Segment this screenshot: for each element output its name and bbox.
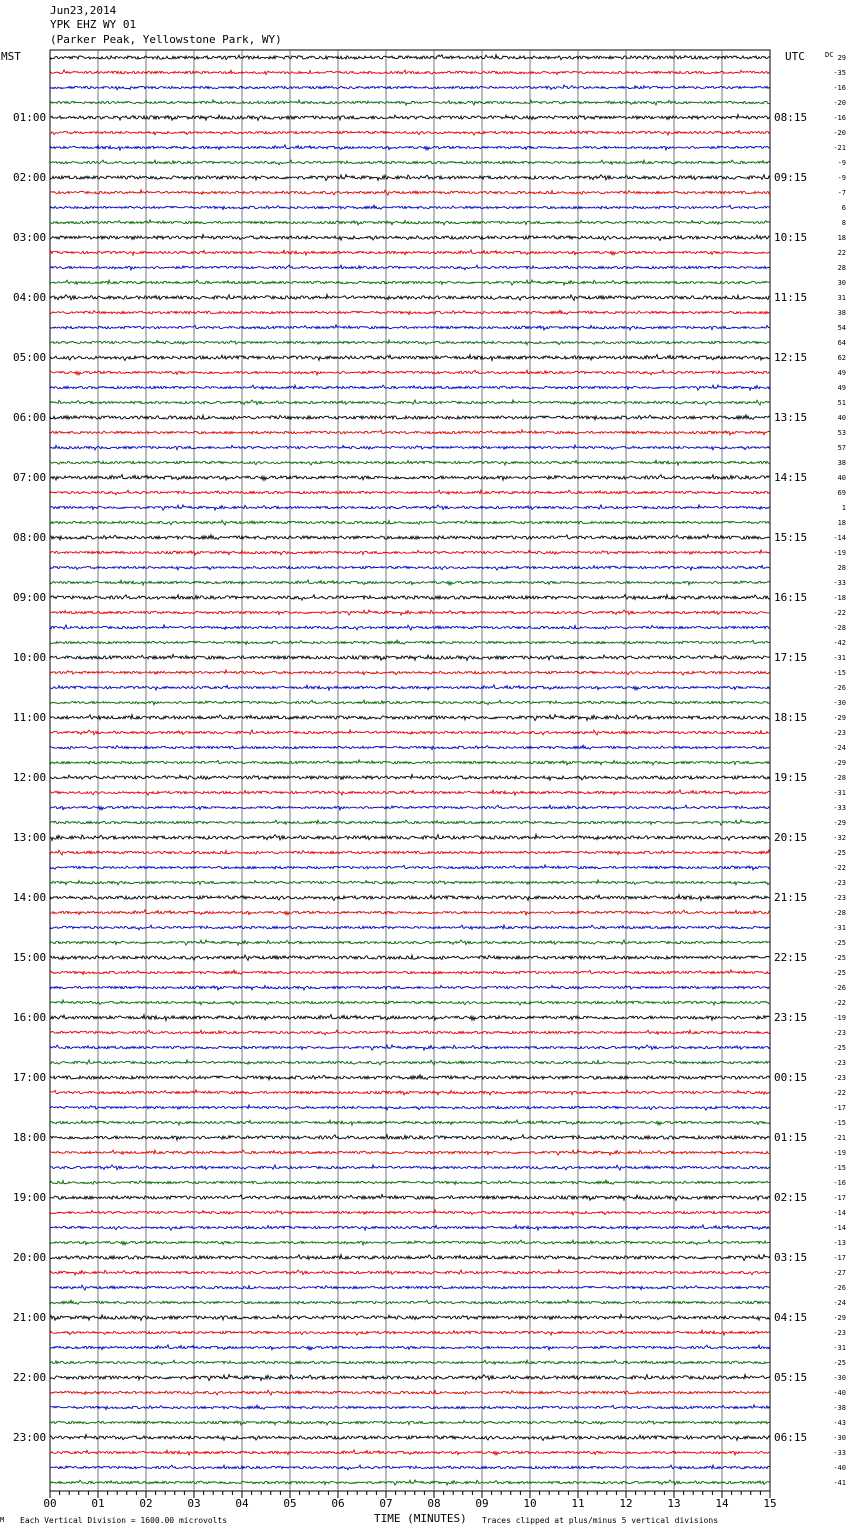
dc-offset-label: -19: [833, 1148, 846, 1157]
seismic-trace: [50, 760, 770, 765]
utc-hour-label: 02:15: [774, 1190, 808, 1204]
x-tick-label: 03: [187, 1497, 201, 1510]
utc-hour-label: 21:15: [774, 890, 808, 904]
dc-offset-label: -42: [833, 638, 846, 647]
seismic-trace: [50, 1375, 770, 1381]
dc-offset-label: -19: [833, 548, 846, 557]
seismic-trace: [50, 610, 770, 615]
dc-offset-label: -25: [833, 953, 846, 962]
dc-offset-label: -16: [833, 1178, 846, 1187]
seismic-trace: [50, 205, 770, 209]
dc-offset-label: 31: [837, 293, 846, 302]
dc-column-label: DC: [825, 51, 834, 59]
seismic-trace: [50, 370, 770, 375]
dc-offset-label: -28: [833, 908, 846, 917]
mst-hour-label: 02:00: [13, 170, 47, 184]
dc-offset-label: -31: [833, 923, 846, 932]
mst-hour-label: 20:00: [13, 1250, 47, 1264]
dc-offset-label: -22: [833, 998, 846, 1007]
dc-offset-label: -25: [833, 1043, 846, 1052]
seismic-trace: [50, 385, 770, 390]
seismic-trace: [50, 100, 770, 105]
utc-axis-label: UTC: [785, 50, 805, 63]
dc-offset-label: -30: [833, 1373, 846, 1382]
dc-offset-label: 22: [837, 248, 846, 257]
dc-offset-label: -24: [833, 1298, 846, 1307]
corner-mark: M: [0, 1516, 5, 1524]
scale-note: Each Vertical Division = 1600.00 microvolts: [20, 1516, 228, 1525]
seismic-trace: [50, 1120, 770, 1125]
dc-offset-label: -33: [833, 578, 846, 587]
x-tick-label: 08: [427, 1497, 441, 1510]
seismic-trace: [50, 340, 770, 345]
utc-hour-label: 08:15: [774, 110, 808, 124]
seismic-trace: [50, 865, 770, 870]
seismic-trace: [50, 430, 770, 435]
dc-offset-label: -9: [837, 173, 846, 182]
seismic-trace: [50, 1420, 770, 1425]
seismic-trace: [50, 1045, 770, 1050]
dc-offset-label: 38: [837, 308, 846, 317]
seismic-trace: [50, 1435, 770, 1441]
seismic-trace: [50, 130, 770, 135]
mst-hour-label: 08:00: [13, 530, 47, 544]
seismic-trace: [50, 280, 770, 285]
dc-offset-label: -17: [833, 1103, 846, 1112]
seismic-trace: [50, 670, 770, 675]
seismic-trace: [50, 880, 770, 885]
seismic-trace: [50, 250, 770, 255]
mst-hour-label: 19:00: [13, 1190, 47, 1204]
x-tick-label: 12: [619, 1497, 633, 1510]
utc-hour-label: 03:15: [774, 1250, 808, 1264]
dc-offset-label: -32: [833, 833, 846, 842]
x-tick-label: 05: [283, 1497, 297, 1510]
dc-offset-label: -20: [833, 128, 846, 137]
dc-offset-label: -15: [833, 668, 846, 677]
mst-hour-label: 21:00: [13, 1310, 47, 1324]
utc-hour-label: 15:15: [774, 530, 808, 544]
x-tick-label: 06: [331, 1497, 345, 1510]
seismic-trace: [50, 325, 770, 330]
seismic-trace: [50, 1105, 770, 1110]
seismic-trace: [50, 1165, 770, 1170]
seismic-trace: [50, 1135, 770, 1140]
utc-hour-label: 05:15: [774, 1370, 808, 1384]
seismic-trace: [50, 745, 770, 749]
dc-offset-label: -23: [833, 1073, 846, 1082]
seismic-trace: [50, 1225, 770, 1230]
dc-offset-label: 1: [841, 503, 846, 512]
seismic-trace: [50, 625, 770, 630]
mst-hour-label: 12:00: [13, 770, 47, 784]
seismic-trace: [50, 1405, 770, 1410]
seismic-trace: [50, 265, 770, 270]
dc-offset-label: 18: [837, 518, 846, 527]
dc-offset-label: -16: [833, 113, 846, 122]
x-tick-label: 14: [715, 1497, 729, 1510]
mst-hour-label: 11:00: [13, 710, 47, 724]
dc-offset-label: -27: [833, 1268, 846, 1277]
x-tick-label: 10: [523, 1497, 537, 1510]
utc-hour-label: 22:15: [774, 950, 808, 964]
seismic-trace: [50, 655, 770, 661]
mst-hour-label: 13:00: [13, 830, 47, 844]
dc-offset-label: -23: [833, 893, 846, 902]
dc-offset-label: -29: [833, 1313, 846, 1322]
seismic-trace: [50, 1240, 770, 1245]
utc-hour-label: 20:15: [774, 830, 808, 844]
dc-offset-label: 18: [837, 233, 846, 242]
dc-offset-label: -20: [833, 98, 846, 107]
utc-hour-label: 01:15: [774, 1130, 808, 1144]
seismic-trace: [50, 895, 770, 901]
dc-offset-label: -23: [833, 1058, 846, 1067]
dc-offset-label: -15: [833, 1118, 846, 1127]
dc-offset-label: -35: [833, 68, 846, 77]
dc-offset-label: -26: [833, 983, 846, 992]
seismic-trace: [50, 415, 770, 420]
x-tick-label: 11: [571, 1497, 585, 1510]
dc-offset-label: -33: [833, 1448, 846, 1457]
x-tick-label: 04: [235, 1497, 249, 1510]
dc-offset-label: -31: [833, 788, 846, 797]
mst-hour-label: 04:00: [13, 290, 47, 304]
dc-offset-label: -40: [833, 1388, 846, 1397]
seismic-trace: [50, 1210, 770, 1215]
dc-offset-label: -14: [833, 1208, 846, 1217]
utc-hour-label: 14:15: [774, 470, 808, 484]
seismic-trace: [50, 1090, 770, 1095]
x-tick-label: 01: [91, 1497, 105, 1510]
mst-axis-label: MST: [1, 50, 21, 63]
mst-hour-label: 18:00: [13, 1130, 47, 1144]
dc-offset-label: -16: [833, 83, 846, 92]
seismic-trace: [50, 1000, 770, 1005]
dc-offset-label: 40: [837, 413, 846, 422]
seismic-trace: [50, 460, 770, 465]
dc-offset-label: -30: [833, 698, 846, 707]
dc-offset-label: -38: [833, 1403, 846, 1412]
dc-offset-label: -25: [833, 938, 846, 947]
seismic-trace: [50, 55, 770, 60]
mst-hour-label: 01:00: [13, 110, 47, 124]
utc-hour-label: 18:15: [774, 710, 808, 724]
utc-hour-label: 23:15: [774, 1010, 808, 1024]
dc-offset-label: -23: [833, 878, 846, 887]
seismic-trace: [50, 505, 770, 510]
dc-offset-label: -18: [833, 593, 846, 602]
dc-offset-label: -29: [833, 758, 846, 767]
seismic-trace: [50, 1465, 770, 1470]
seismic-trace: [50, 85, 770, 90]
seismic-trace: [50, 790, 770, 795]
seismic-trace: [50, 550, 770, 555]
dc-offset-label: -30: [833, 1433, 846, 1442]
dc-offset-label: -29: [833, 818, 846, 827]
dc-offset-label: -29: [833, 713, 846, 722]
mst-hour-label: 03:00: [13, 230, 47, 244]
seismic-trace: [50, 310, 770, 314]
seismic-trace: [50, 1180, 770, 1184]
utc-hour-label: 12:15: [774, 350, 808, 364]
dc-offset-label: -33: [833, 803, 846, 812]
seismic-trace: [50, 910, 770, 915]
dc-offset-label: 28: [837, 263, 846, 272]
seismic-trace: [50, 445, 770, 450]
seismic-trace: [50, 145, 770, 150]
dc-offset-label: 38: [837, 458, 846, 467]
utc-hour-label: 00:15: [774, 1070, 808, 1084]
utc-hour-label: 19:15: [774, 770, 808, 784]
x-tick-label: 15: [763, 1497, 777, 1510]
seismic-trace: [50, 955, 770, 961]
seismic-trace: [50, 490, 770, 495]
dc-offset-label: -15: [833, 1163, 846, 1172]
mst-hour-label: 10:00: [13, 650, 47, 664]
seismic-trace: [50, 190, 770, 195]
dc-offset-label: 53: [837, 428, 846, 437]
dc-offset-label: 28: [837, 563, 846, 572]
seismic-trace: [50, 715, 770, 721]
seismic-trace: [50, 1480, 770, 1485]
seismic-trace: [50, 640, 770, 644]
dc-offset-label: -25: [833, 1358, 846, 1367]
dc-offset-label: 30: [837, 278, 846, 287]
seismic-trace: [50, 1330, 770, 1335]
utc-hour-label: 11:15: [774, 290, 808, 304]
seismic-trace: [50, 355, 770, 361]
dc-offset-label: -28: [833, 623, 846, 632]
seismic-trace: [50, 985, 770, 990]
utc-hour-label: 17:15: [774, 650, 808, 664]
utc-hour-label: 10:15: [774, 230, 808, 244]
seismic-trace: [50, 685, 770, 690]
dc-offset-label: -21: [833, 143, 846, 152]
dc-offset-label: 57: [837, 443, 846, 452]
dc-offset-label: -13: [833, 1238, 846, 1247]
seismic-trace: [50, 970, 770, 975]
dc-offset-label: 62: [837, 353, 846, 362]
seismic-trace: [50, 295, 770, 301]
dc-offset-label: -14: [833, 533, 846, 542]
dc-offset-label: 49: [837, 383, 846, 392]
seismic-trace: [50, 1300, 770, 1304]
seismic-trace: [50, 820, 770, 825]
plot-date: Jun23,2014: [50, 4, 117, 17]
seismic-trace: [50, 700, 770, 705]
seismic-trace: [50, 1060, 770, 1065]
seismic-trace: [50, 1270, 770, 1275]
mst-hour-label: 22:00: [13, 1370, 47, 1384]
seismic-trace: [50, 1285, 770, 1290]
seismic-trace: [50, 580, 770, 585]
mst-hour-label: 17:00: [13, 1070, 47, 1084]
utc-hour-label: 13:15: [774, 410, 808, 424]
seismic-trace: [50, 160, 770, 165]
dc-offset-label: -43: [833, 1418, 846, 1427]
seismic-trace: [50, 1150, 770, 1155]
x-tick-label: 13: [667, 1497, 681, 1510]
seismic-trace: [50, 805, 770, 810]
dc-offset-label: -14: [833, 1223, 846, 1232]
dc-offset-label: -22: [833, 1088, 846, 1097]
dc-offset-label: -23: [833, 728, 846, 737]
seismic-trace: [50, 940, 770, 945]
dc-offset-label: 6: [841, 203, 846, 212]
dc-offset-label: -24: [833, 743, 846, 752]
seismic-trace: [50, 1345, 770, 1350]
dc-offset-label: -17: [833, 1253, 846, 1262]
mst-hour-label: 16:00: [13, 1010, 47, 1024]
seismic-trace: [50, 1450, 770, 1455]
dc-offset-label: -41: [833, 1478, 846, 1487]
seismic-trace: [50, 850, 770, 855]
dc-offset-label: 8: [841, 218, 846, 227]
utc-hour-label: 16:15: [774, 590, 808, 604]
dc-offset-label: -22: [833, 863, 846, 872]
dc-offset-label: -23: [833, 1328, 846, 1337]
mst-hour-label: 07:00: [13, 470, 47, 484]
seismic-trace: [50, 1075, 770, 1080]
seismic-trace: [50, 1195, 770, 1201]
dc-offset-label: 64: [837, 338, 846, 347]
dc-offset-label: 51: [837, 398, 846, 407]
mst-hour-label: 05:00: [13, 350, 47, 364]
mst-hour-label: 14:00: [13, 890, 47, 904]
seismic-trace: [50, 1030, 770, 1035]
seismic-trace: [50, 175, 770, 181]
dc-offset-label: -7: [837, 188, 846, 197]
station-location: (Parker Peak, Yellowstone Park, WY): [50, 33, 282, 46]
seismic-trace: [50, 775, 770, 781]
dc-offset-label: -28: [833, 773, 846, 782]
x-tick-label: 00: [43, 1497, 57, 1510]
dc-offset-label: -9: [837, 158, 846, 167]
seismic-trace: [50, 835, 770, 841]
utc-hour-label: 04:15: [774, 1310, 808, 1324]
seismic-trace: [50, 400, 770, 405]
mst-hour-label: 06:00: [13, 410, 47, 424]
mst-hour-label: 23:00: [13, 1430, 47, 1444]
dc-offset-label: 69: [837, 488, 846, 497]
dc-offset-label: -31: [833, 653, 846, 662]
dc-offset-label: 49: [837, 368, 846, 377]
seismic-trace: [50, 730, 770, 735]
x-tick-label: 09: [475, 1497, 489, 1510]
x-axis-title: TIME (MINUTES): [374, 1512, 467, 1525]
utc-hour-label: 06:15: [774, 1430, 808, 1444]
seismic-trace: [50, 115, 770, 121]
seismic-trace: [50, 1315, 770, 1321]
station-name: YPK EHZ WY 01: [50, 18, 137, 31]
dc-offset-label: -26: [833, 1283, 846, 1292]
seismic-trace: [50, 475, 770, 481]
dc-offset-label: -31: [833, 1343, 846, 1352]
seismic-trace: [50, 565, 770, 570]
seismic-trace: [50, 1015, 770, 1021]
dc-offset-label: -21: [833, 1133, 846, 1142]
seismic-trace: [50, 925, 770, 930]
seismic-trace: [50, 535, 770, 540]
dc-offset-label: -23: [833, 1028, 846, 1037]
dc-offset-label: -26: [833, 683, 846, 692]
seismic-trace: [50, 1360, 770, 1365]
seismic-trace: [50, 1390, 770, 1395]
dc-offset-label: -19: [833, 1013, 846, 1022]
dc-offset-label: -25: [833, 848, 846, 857]
seismic-trace: [50, 220, 770, 225]
utc-hour-label: 09:15: [774, 170, 808, 184]
x-tick-label: 07: [379, 1497, 393, 1510]
dc-offset-label: 29: [837, 53, 846, 62]
seismic-trace: [50, 235, 770, 241]
clip-note: Traces clipped at plus/minus 5 vertical divisions: [482, 1516, 719, 1525]
mst-hour-label: 09:00: [13, 590, 47, 604]
seismic-trace: [50, 70, 770, 75]
seismic-trace: [50, 595, 770, 601]
dc-offset-label: -25: [833, 968, 846, 977]
dc-offset-label: -17: [833, 1193, 846, 1202]
x-tick-label: 02: [139, 1497, 153, 1510]
seismic-trace: [50, 520, 770, 525]
dc-offset-label: 40: [837, 473, 846, 482]
dc-offset-label: -40: [833, 1463, 846, 1472]
dc-offset-label: 54: [837, 323, 846, 332]
seismic-trace: [50, 1255, 770, 1261]
mst-hour-label: 15:00: [13, 950, 47, 964]
dc-offset-label: -22: [833, 608, 846, 617]
